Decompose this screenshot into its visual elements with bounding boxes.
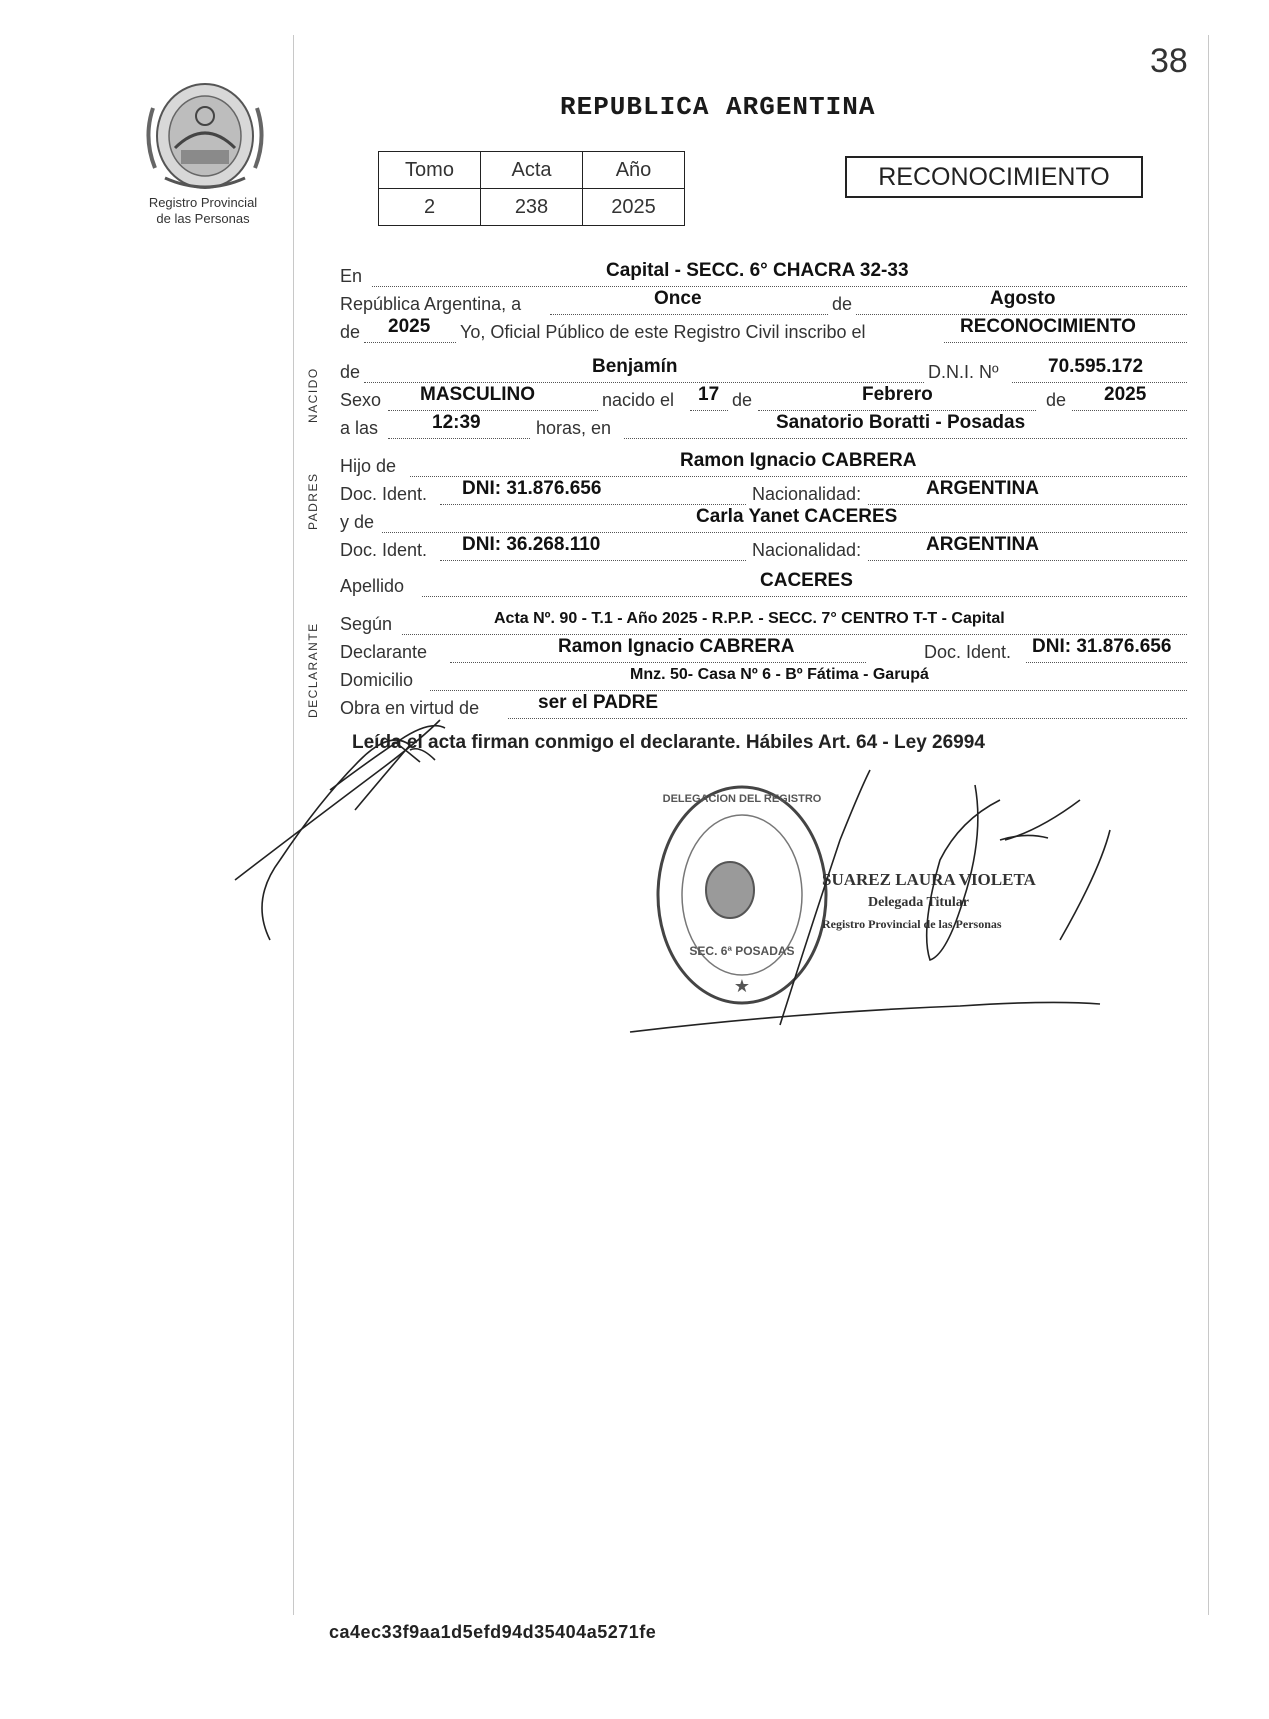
nacimiento-de-label: de [732, 390, 753, 410]
declarante-doc-label: Doc. Ident. [924, 642, 1012, 662]
logo-caption-line2: de las Personas [156, 211, 250, 226]
nacionalidad1-label: Nacionalidad: [752, 484, 862, 504]
mes-value: Agosto [990, 288, 1056, 309]
apellido-label: Apellido [340, 576, 405, 596]
obra-value: ser el PADRE [538, 692, 659, 713]
sexo-value: MASCULINO [420, 384, 536, 405]
stamp-official-org: Registro Provincial de las Personas [822, 917, 1002, 931]
de-label: de [832, 294, 853, 314]
dia-value: Once [654, 288, 702, 309]
yde-label: y de [340, 512, 375, 532]
nacionalidad2-label: Nacionalidad: [752, 540, 862, 560]
side-label-declarante: DECLARANTE [306, 622, 320, 718]
side-label-padres: PADRES [306, 472, 320, 530]
hora-value: 12:39 [432, 412, 481, 433]
svg-text:DELEGACION DEL REGISTRO: DELEGACION DEL REGISTRO [662, 793, 822, 805]
nacido-label: nacido el [602, 390, 675, 410]
svg-text:★: ★ [733, 976, 751, 996]
closing-statement: Leída el acta firman conmigo el declarante. Hábiles Art. 64 - Ley 26994 [352, 732, 985, 753]
en-label: En [340, 266, 363, 286]
doc1-label: Doc. Ident. [340, 484, 428, 504]
domicilio-label: Domicilio [340, 670, 414, 690]
madre-doc-value: DNI: 36.268.110 [462, 534, 601, 555]
act-type-box: RECONOCIMIENTO [845, 156, 1143, 198]
declarant-signature [235, 720, 445, 940]
domicilio-value: Mnz. 50- Casa Nº 6 - Bº Fátima - Garupá [630, 666, 929, 683]
lugar-nacimiento-value: Sanatorio Boratti - Posadas [776, 412, 1026, 433]
declarante-value: Ramon Ignacio CABRERA [558, 636, 795, 657]
document-hash: ca4ec33f9aa1d5efd94d35404a5271fe [329, 1622, 657, 1642]
page-number: 38 [1150, 42, 1188, 80]
padre-value: Ramon Ignacio CABRERA [680, 450, 917, 471]
padre-nacionalidad-value: ARGENTINA [926, 478, 1039, 499]
inscribo-label: Yo, Oficial Público de este Registro Civil inscribo el [460, 322, 866, 342]
nacimiento-de-label-2: de [1046, 390, 1067, 410]
segun-value: Acta Nº. 90 - T.1 - Año 2025 - R.P.P. - SECC. 7° CENTRO T-T - Capital [494, 610, 1005, 627]
stamp-official-name: SUAREZ LAURA VIOLETA [822, 870, 1036, 889]
dni-value: 70.595.172 [1048, 356, 1144, 377]
declarante-label: Declarante [340, 642, 428, 662]
hijo-label: Hijo de [340, 456, 397, 476]
official-signature [630, 770, 1110, 1032]
republica-label: República Argentina, a [340, 294, 522, 314]
tomo-value: 2 [379, 189, 481, 226]
svg-text:SEC. 6ª POSADAS: SEC. 6ª POSADAS [689, 944, 795, 958]
anio-header: Año [583, 152, 685, 189]
nombre-value: Benjamín [592, 356, 678, 377]
dni-label: D.N.I. Nº [928, 362, 999, 382]
doc2-label: Doc. Ident. [340, 540, 428, 560]
padre-doc-value: DNI: 31.876.656 [462, 478, 602, 499]
document-title: REPUBLICA ARGENTINA [560, 92, 876, 122]
side-label-nacido: NACIDO [306, 367, 320, 423]
tomo-header: Tomo [379, 152, 481, 189]
madre-value: Carla Yanet CACERES [696, 506, 898, 527]
horas-label: horas, en [536, 418, 612, 438]
acta-value: 238 [481, 189, 583, 226]
declarante-doc-value: DNI: 31.876.656 [1032, 636, 1172, 657]
nacimiento-dia-value: 17 [698, 384, 720, 405]
inscribo-value: RECONOCIMIENTO [960, 316, 1136, 337]
de-label-2: de [340, 322, 361, 342]
madre-nacionalidad-value: ARGENTINA [926, 534, 1039, 555]
nacimiento-anio-value: 2025 [1104, 384, 1147, 405]
obra-label: Obra en virtud de [340, 698, 480, 718]
lugar-inscripcion-value: Capital - SECC. 6° CHACRA 32-33 [606, 260, 909, 281]
segun-label: Según [340, 614, 393, 634]
apellido-value: CACERES [760, 570, 853, 591]
anio-value: 2025 [583, 189, 685, 226]
nombre-label: de [340, 362, 361, 382]
anio-inscripcion-value: 2025 [388, 316, 431, 337]
logo-caption-line1: Registro Provincial [148, 195, 258, 210]
sexo-label: Sexo [340, 390, 382, 410]
alas-label: a las [340, 418, 379, 438]
acta-header: Acta [481, 152, 583, 189]
nacimiento-mes-value: Febrero [862, 384, 933, 405]
stamp-official-role: Delegada Titular [868, 895, 969, 910]
